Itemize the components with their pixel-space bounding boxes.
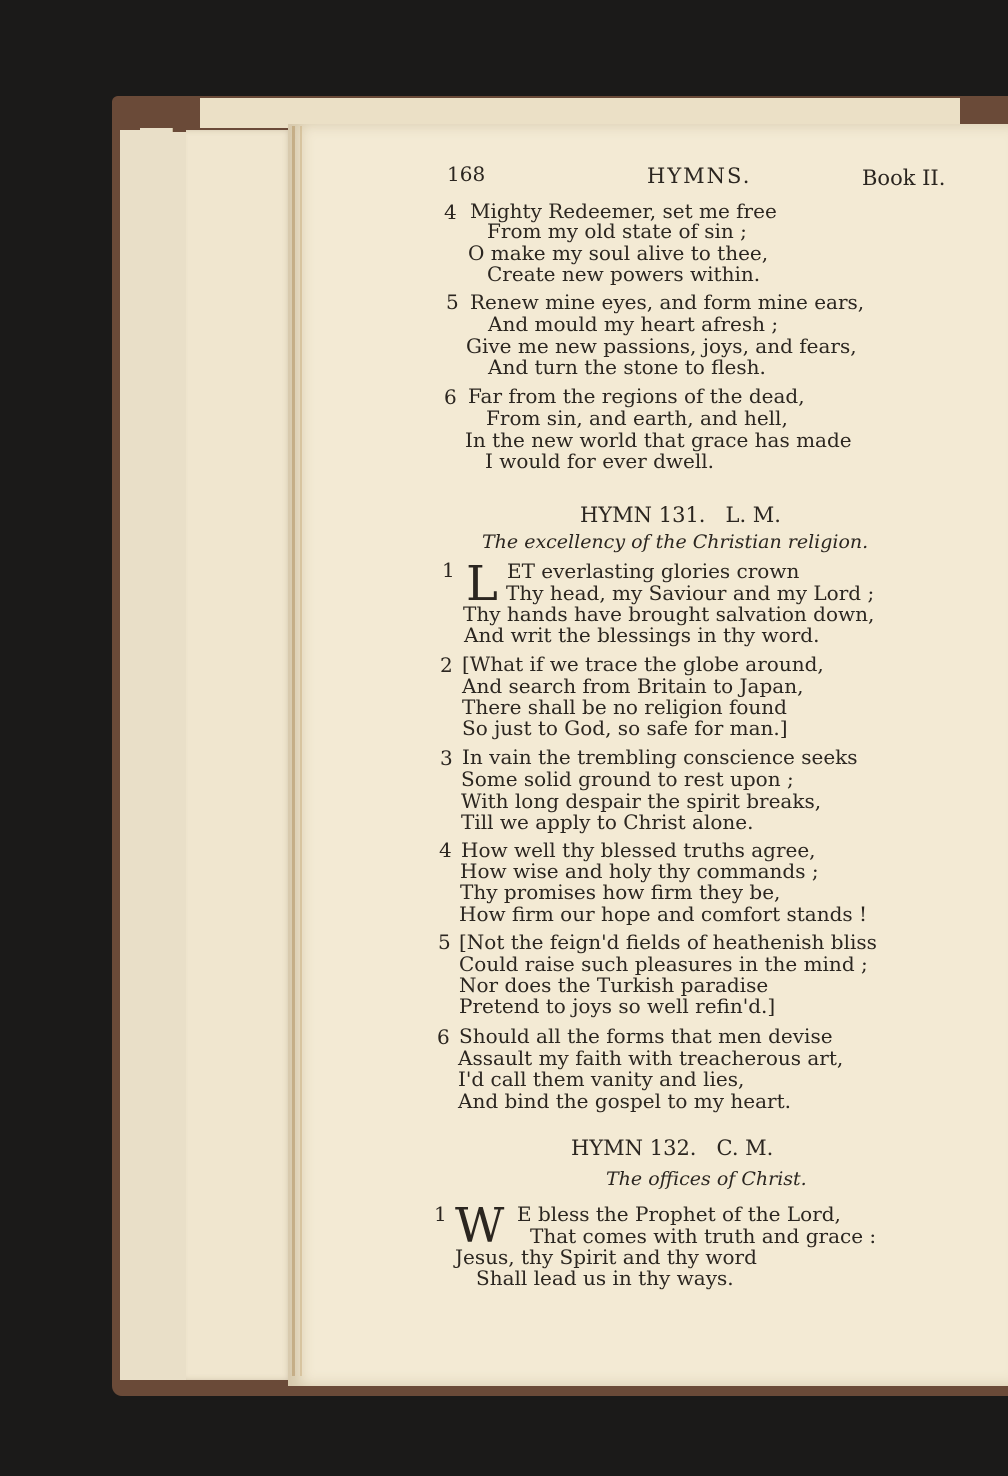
hymn-132-subtitle: The offices of Christ.	[606, 1168, 807, 1190]
verse-line: I'd call them vanity and lies,	[458, 1067, 745, 1091]
verse-line: Till we apply to Christ alone.	[461, 810, 754, 834]
verse-line: And search from Britain to Japan,	[462, 674, 804, 698]
verse-line: How wise and holy thy commands ;	[460, 859, 819, 883]
verse-line: With long despair the spirit breaks,	[461, 789, 822, 813]
verse-line: Far from the regions of the dead,	[468, 384, 805, 408]
verse-line: Could raise such pleasures in the mind ;	[459, 952, 868, 976]
verse-line: [Not the feign'd fields of heathenish bliss	[459, 930, 877, 954]
stanza-number: 1	[434, 1202, 447, 1226]
verse-line: Jesus, thy Spirit and thy word	[455, 1245, 757, 1269]
verse-line: That comes with truth and grace :	[530, 1224, 877, 1248]
gutter-line	[300, 126, 302, 1376]
stanza-number: 4	[444, 200, 457, 224]
verse-line: So just to God, so safe for man.]	[462, 716, 788, 740]
stanza-number: 5	[438, 930, 451, 954]
verse-line: Nor does the Turkish paradise	[459, 973, 769, 997]
stanza-number: 6	[444, 385, 457, 409]
verse-line: How well thy blessed truths agree,	[461, 838, 816, 862]
hymn-131-subtitle: The excellency of the Christian religion.	[482, 531, 869, 553]
verse-line: Shall lead us in thy ways.	[476, 1266, 734, 1290]
verse-line: Should all the forms that men devise	[459, 1024, 833, 1048]
stanza-number: 3	[440, 746, 453, 770]
verse-line: Assault my faith with treacherous art,	[458, 1046, 844, 1070]
stanza-number: 6	[437, 1025, 450, 1049]
left-page-strip	[186, 130, 292, 1380]
hymn-132-title: HYMN 132. C. M.	[571, 1136, 774, 1160]
verse-line: And bind the gospel to my heart.	[458, 1089, 791, 1113]
stanza-number: 4	[439, 838, 452, 862]
stanza-number: 2	[440, 653, 453, 677]
running-title: HYMNS.	[647, 164, 752, 188]
verse-line: In the new world that grace has made	[465, 428, 852, 452]
page-edge	[140, 128, 157, 1380]
verse-line: From my old state of sin ;	[487, 219, 747, 243]
verse-line: ET everlasting glories crown	[507, 559, 800, 583]
verse-line: Pretend to joys so well refin'd.]	[459, 994, 776, 1018]
verse-line: Give me new passions, joys, and fears,	[466, 334, 857, 358]
verse-line: I would for ever dwell.	[485, 449, 715, 473]
verse-line: Thy promises how firm they be,	[460, 880, 781, 904]
stanza-number: 5	[446, 290, 459, 314]
verse-line: There shall be no religion found	[462, 695, 787, 719]
verse-line: Thy hands have brought salvation down,	[463, 602, 875, 626]
verse-line: And writ the blessings in thy word.	[464, 623, 820, 647]
book-label: Book II.	[862, 166, 946, 190]
show-through-text	[900, 190, 1008, 1350]
verse-line: Mighty Redeemer, set me free	[470, 199, 777, 223]
verse-line: From sin, and earth, and hell,	[486, 406, 788, 430]
verse-line: Thy head, my Saviour and my Lord ;	[506, 581, 875, 605]
drop-cap: W	[455, 1198, 505, 1254]
verse-line: Renew mine eyes, and form mine ears,	[470, 290, 865, 314]
page-edge	[120, 130, 141, 1380]
page-number: 168	[447, 162, 486, 186]
verse-line: And mould my heart afresh ;	[488, 312, 779, 336]
stanza-number: 1	[442, 558, 455, 582]
verse-line: In vain the trembling conscience seeks	[462, 745, 858, 769]
verse-line: How firm our hope and comfort stands !	[459, 902, 868, 926]
verse-line: Create new powers within.	[487, 262, 761, 286]
verse-line: And turn the stone to flesh.	[488, 355, 766, 379]
verse-line: E bless the Prophet of the Lord,	[517, 1202, 841, 1226]
verse-line: [What if we trace the globe around,	[462, 652, 824, 676]
page-edge	[156, 128, 173, 1380]
verse-line: O make my soul alive to thee,	[468, 241, 769, 265]
verse-line: Some solid ground to rest upon ;	[461, 767, 794, 791]
gutter-line	[292, 126, 295, 1376]
hymn-131-title: HYMN 131. L. M.	[580, 503, 781, 527]
drop-cap: L	[466, 556, 498, 612]
